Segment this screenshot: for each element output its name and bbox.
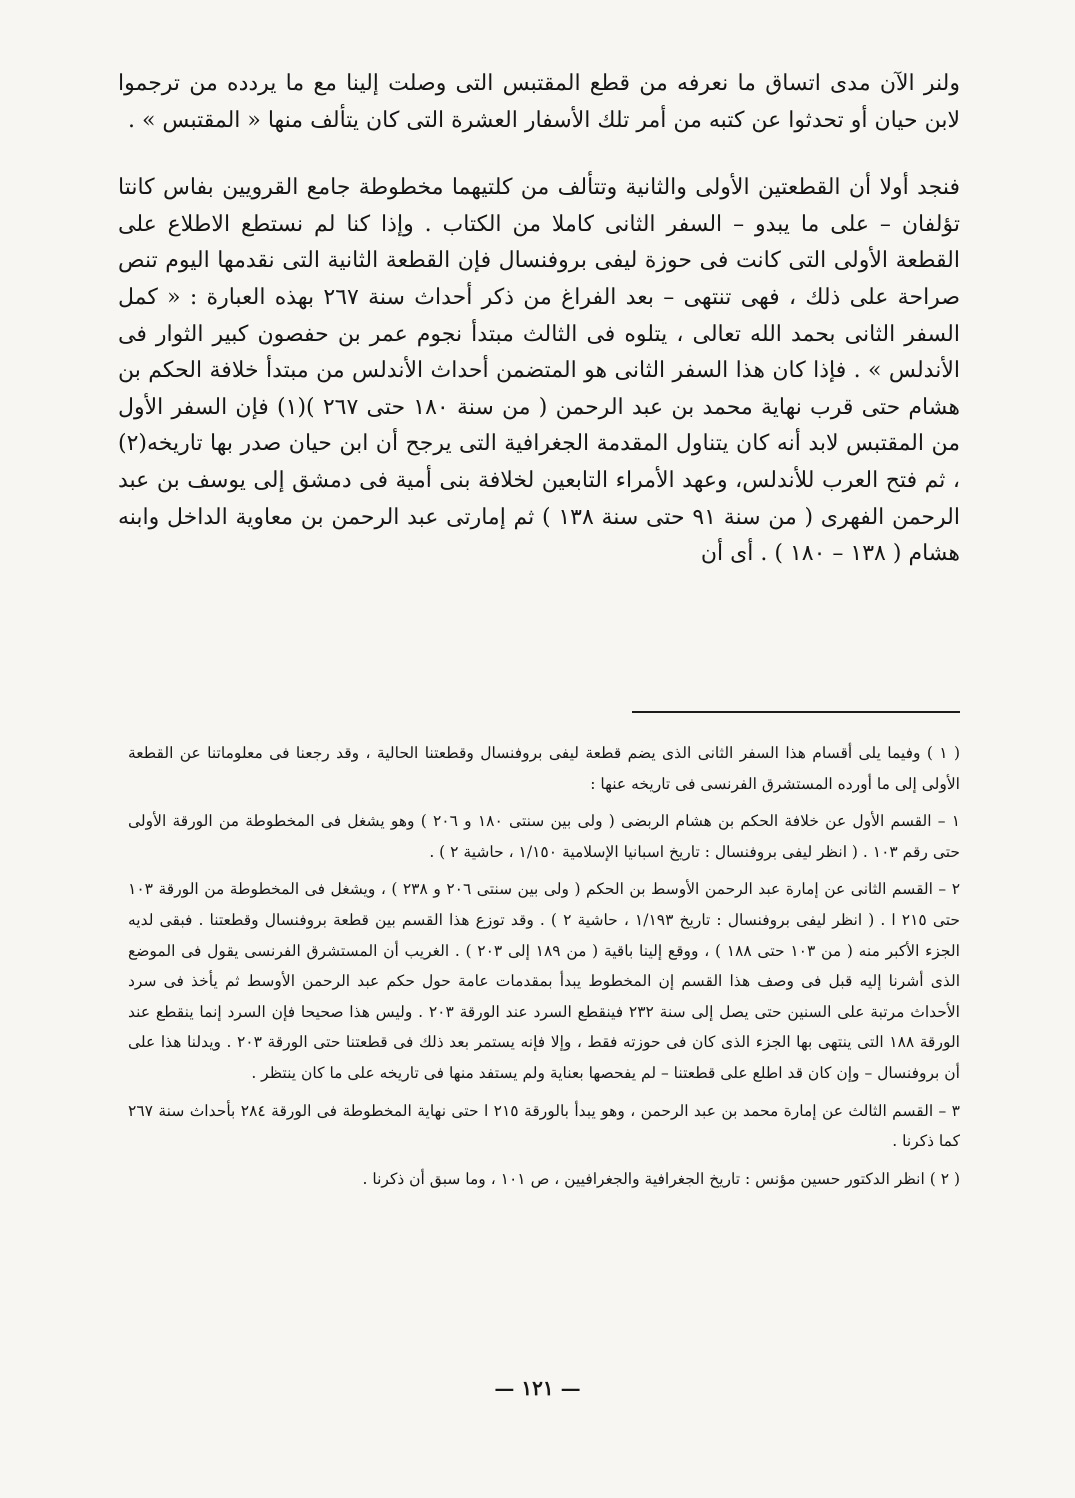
main-text-block xyxy=(118,66,960,573)
paragraph-2: فنجد أولا أن القطعتين الأولى والثانية وتتألف من كلتيهما مخطوطة جامع القرويين بفاس كانتا تؤلفان – على ما يبدو – السفر الثانى كاملا من الكتاب . وإذا كنا لم نستطع الاطلاع على القطعة الأولى التى كانت فى حوزة ليفى بروفنسال فإن القطعة الثانية التى نقدمها اليوم تنص صراحة على ذلك ، فهى تنتهى – بعد الفراغ من ذكر أحداث سنة ٢٦٧ بهذه العبارة : « كمل السفر الثانى بحمد الله تعالى ، يتلوه فى الثالث مبتدأ نجوم عمر بن حفصون كبير الثوار فى الأندلس » . فإذا كان هذا السفر الثانى هو المتضمن أحداث الأندلس من مبتدأ خلافة الحكم بن هشام حتى قرب نهاية محمد بن عبد الرحمن ( من سنة ١٨٠ حتى ٢٦٧ )(١) فإن السفر الأول من المقتبس لابد أنه كان يتناول المقدمة الجغرافية التى يرجح أن ابن حيان صدر بها تاريخه(٢) ، ثم فتح العرب للأندلس، وعهد الأمراء التابعين لخلافة بنى أمية فى دمشق إلى يوسف بن عبد الرحمن الفهرى ( من سنة ٩١ حتى سنة ١٣٨ ) ثم إمارتى عبد الرحمن بن معاوية الداخل وابنه هشام ( ١٣٨ – ١٨٠ ) . أى أن xyxy=(118,175,961,567)
page-number: — ١٢١ — xyxy=(494,1376,581,1400)
footnote-2: ( ٢ ) انظر الدكتور حسين مؤنس : تاريخ الجغرافية والجغرافيين ، ص ١٠١ ، وما سبق أن ذكرنا . xyxy=(362,1169,960,1188)
footnote-1-item-3: ٣ – القسم الثالث عن إمارة محمد بن عبد الرحمن ، وهو يبدأ بالورقة ٢١٥ ا حتى نهاية المخطوطة فى الورقة ٢٨٤ بأحداث سنة ٢٦٧ كما ذكرنا . xyxy=(128,1101,960,1151)
body-text xyxy=(118,66,960,573)
footnote-1-item-2: ٢ – القسم الثانى عن إمارة عبد الرحمن الأوسط بن الحكم ( ولى بين سنتى ٢٠٦ و ٢٣٨ ) ، ويشغل فى المخطوطة من الورقة ١٠٣ حتى ٢١٥ ا . ( انظر ليفى بروفنسال : تاريخ ١/١٩٣ ، حاشية ٢ ) . وقد توزع هذا القسم بين قطعة بروفنسال وقطعتنا . فبقى لديه الجزء الأكبر منه ( من ١٠٣ حتى ١٨٨ ) ، ووقع إلينا باقية ( من ١٨٩ إلى ٢٠٣ ) . الغريب أن المستشرق الفرنسى يقول فى الموضع الذى أشرنا إليه قبل فى وصف هذا القسم إن المخطوط يبدأ بمقدمات عامة حول حكم عبد الرحمن الأوسط ثم يأخذ فى سرد الأحداث مرتبة على السنين حتى يصل إلى سنة ٢٣٢ فينقطع السرد عند الورقة ٢٠٣ . وليس هذا صحيحا فإن السرد إنما ينقطع عند الورقة ١٨٨ التى ينتهى بها الجزء الذى كان فى حوزته فقط ، وإلا فإنه يستمر بعد ذلك فى قطعتنا حتى الورقة ٢٠٣ . ويدلنا هذا على أن بروفنسال – وإن كان قد اطلع على قطعتنا – لم يفحصها بعناية ولم يستفد منها فى تاريخه على ما كان ينتظر . xyxy=(128,880,961,1082)
footnote-1: ( ١ ) وفيما يلى أقسام هذا السفر الثانى الذى يضم قطعة ليفى بروفنسال وقطعتنا الحالية ، وقد رجعنا فى معلوماتنا عن القطعة الأولى إلى ما أورده المستشرق الفرنسى فى تاريخه عنها : xyxy=(128,744,960,793)
footnotes xyxy=(128,738,960,1194)
footnote-1-item-1: ١ – القسم الأول عن خلافة الحكم بن هشام الربضى ( ولى بين سنتى ١٨٠ و ٢٠٦ ) وهو يشغل فى المخطوطة من الورقة الأولى حتى رقم ١٠٣ . ( انظر ليفى بروفنسال : تاريخ اسبانيا الإسلامية ١/١٥٠ ، حاشية ٢ ) . xyxy=(128,812,961,861)
footnote-separator xyxy=(632,711,960,713)
paragraph-1: ولنر الآن مدى اتساق ما نعرفه من قطع المقتبس التى وصلت إلينا مع ما يردده من ترجموا لابن حيان أو تحدثوا عن كتبه من أمر تلك الأسفار العشرة التى كان يتألف منها « المقتبس » . xyxy=(118,71,960,133)
